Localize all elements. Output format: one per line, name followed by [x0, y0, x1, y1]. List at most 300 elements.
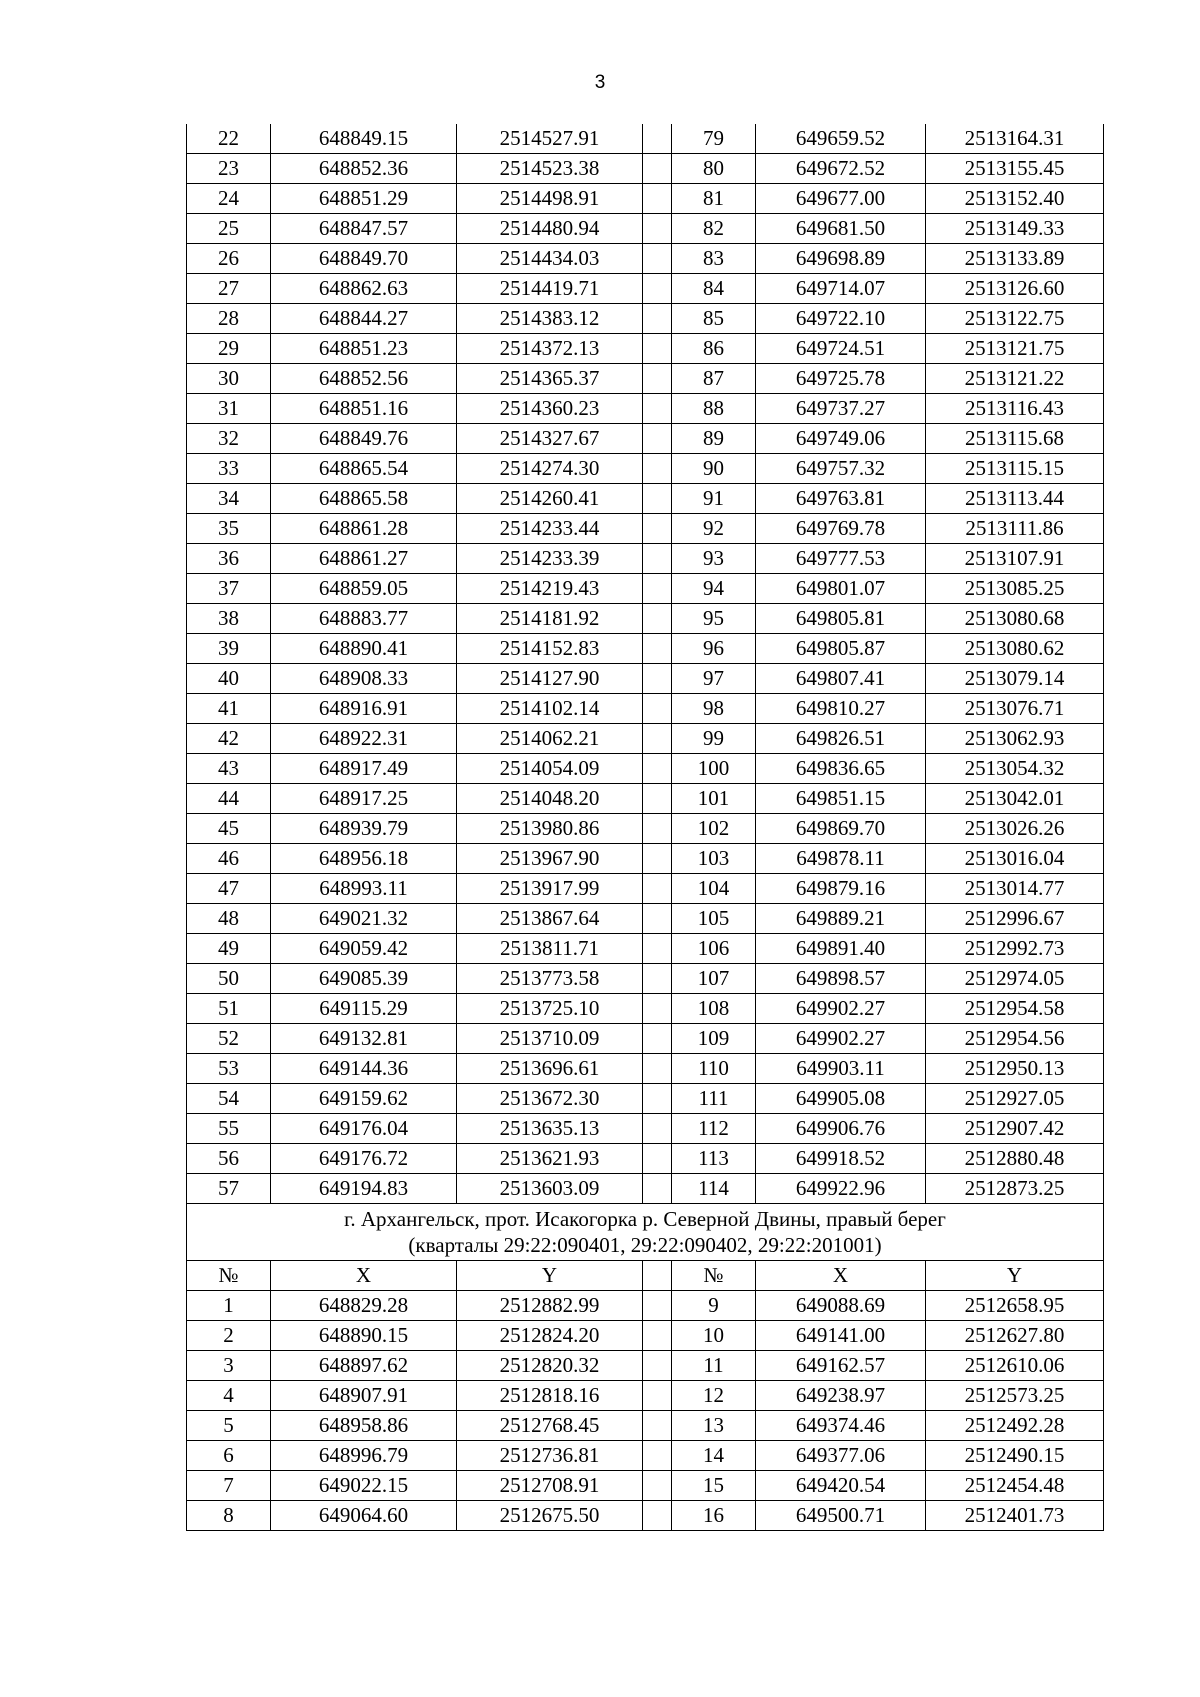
left-x-coordinate: 649115.29 [271, 994, 457, 1024]
right-y-coordinate: 2513079.14 [926, 664, 1104, 694]
right-x-coordinate: 649677.00 [756, 184, 926, 214]
right-point-number: 113 [672, 1144, 756, 1174]
header-y-left: Y [457, 1261, 643, 1291]
right-point-number: 14 [672, 1441, 756, 1471]
left-y-coordinate: 2513967.90 [457, 844, 643, 874]
right-x-coordinate: 649757.32 [756, 454, 926, 484]
coordinates-table [186, 124, 1104, 1531]
right-x-coordinate: 649826.51 [756, 724, 926, 754]
right-point-number: 87 [672, 364, 756, 394]
right-y-coordinate: 2513080.62 [926, 634, 1104, 664]
right-y-coordinate: 2513113.44 [926, 484, 1104, 514]
right-point-number: 110 [672, 1054, 756, 1084]
right-y-coordinate: 2512873.25 [926, 1174, 1104, 1204]
spacer-cell [643, 1144, 672, 1174]
section2-caption [187, 1204, 1104, 1261]
spacer-cell [643, 844, 672, 874]
spacer-cell [643, 274, 672, 304]
right-point-number: 86 [672, 334, 756, 364]
header-x-right: X [756, 1261, 926, 1291]
left-x-coordinate: 649159.62 [271, 1084, 457, 1114]
right-y-coordinate: 2513115.68 [926, 424, 1104, 454]
spacer-cell [643, 754, 672, 784]
right-point-number: 91 [672, 484, 756, 514]
right-x-coordinate: 649879.16 [756, 874, 926, 904]
left-x-coordinate: 648847.57 [271, 214, 457, 244]
left-y-coordinate: 2514274.30 [457, 454, 643, 484]
left-y-coordinate: 2514181.92 [457, 604, 643, 634]
left-x-coordinate: 648890.41 [271, 634, 457, 664]
right-y-coordinate: 2512492.28 [926, 1411, 1104, 1441]
right-y-coordinate: 2513016.04 [926, 844, 1104, 874]
right-point-number: 105 [672, 904, 756, 934]
left-x-coordinate: 649194.83 [271, 1174, 457, 1204]
section2-caption-row [187, 1204, 1104, 1261]
right-x-coordinate: 649681.50 [756, 214, 926, 244]
right-point-number: 15 [672, 1471, 756, 1501]
right-y-coordinate: 2513085.25 [926, 574, 1104, 604]
right-x-coordinate: 649918.52 [756, 1144, 926, 1174]
left-point-number: 2 [187, 1321, 271, 1351]
left-x-coordinate: 648849.15 [271, 124, 457, 154]
left-x-coordinate: 648851.23 [271, 334, 457, 364]
table-row [187, 124, 1104, 154]
table-row [187, 364, 1104, 394]
left-x-coordinate: 649085.39 [271, 964, 457, 994]
spacer-cell [643, 1411, 672, 1441]
right-y-coordinate: 2513111.86 [926, 514, 1104, 544]
spacer-cell [643, 1261, 672, 1291]
left-x-coordinate: 648958.86 [271, 1411, 457, 1441]
spacer-cell [643, 1501, 672, 1531]
right-point-number: 79 [672, 124, 756, 154]
left-point-number: 27 [187, 274, 271, 304]
spacer-cell [643, 244, 672, 274]
right-point-number: 81 [672, 184, 756, 214]
table-row [187, 1291, 1104, 1321]
left-point-number: 24 [187, 184, 271, 214]
left-x-coordinate: 648956.18 [271, 844, 457, 874]
left-x-coordinate: 648865.54 [271, 454, 457, 484]
right-x-coordinate: 649763.81 [756, 484, 926, 514]
right-x-coordinate: 649722.10 [756, 304, 926, 334]
right-point-number: 10 [672, 1321, 756, 1351]
right-point-number: 114 [672, 1174, 756, 1204]
table-row [187, 214, 1104, 244]
left-x-coordinate: 648907.91 [271, 1381, 457, 1411]
right-point-number: 93 [672, 544, 756, 574]
header-y-right: Y [926, 1261, 1104, 1291]
table-row [187, 904, 1104, 934]
left-point-number: 43 [187, 754, 271, 784]
right-y-coordinate: 2513042.01 [926, 784, 1104, 814]
table-row [187, 814, 1104, 844]
right-x-coordinate: 649878.11 [756, 844, 926, 874]
spacer-cell [643, 304, 672, 334]
right-x-coordinate: 649906.76 [756, 1114, 926, 1144]
spacer-cell [643, 694, 672, 724]
header-x-left: X [271, 1261, 457, 1291]
section1-rows [187, 124, 1104, 1204]
header-num-left: № [187, 1261, 271, 1291]
right-x-coordinate: 649141.00 [756, 1321, 926, 1351]
right-x-coordinate: 649714.07 [756, 274, 926, 304]
left-y-coordinate: 2512824.20 [457, 1321, 643, 1351]
left-y-coordinate: 2513635.13 [457, 1114, 643, 1144]
left-point-number: 33 [187, 454, 271, 484]
left-point-number: 48 [187, 904, 271, 934]
right-x-coordinate: 649659.52 [756, 124, 926, 154]
table-row [187, 334, 1104, 364]
left-x-coordinate: 648851.16 [271, 394, 457, 424]
left-y-coordinate: 2512820.32 [457, 1351, 643, 1381]
left-x-coordinate: 648829.28 [271, 1291, 457, 1321]
left-y-coordinate: 2513725.10 [457, 994, 643, 1024]
spacer-cell [643, 1291, 672, 1321]
right-x-coordinate: 649891.40 [756, 934, 926, 964]
left-y-coordinate: 2514434.03 [457, 244, 643, 274]
left-point-number: 44 [187, 784, 271, 814]
left-y-coordinate: 2512736.81 [457, 1441, 643, 1471]
left-x-coordinate: 648852.56 [271, 364, 457, 394]
spacer-cell [643, 1441, 672, 1471]
left-y-coordinate: 2513672.30 [457, 1084, 643, 1114]
left-point-number: 37 [187, 574, 271, 604]
spacer-cell [643, 724, 672, 754]
right-point-number: 89 [672, 424, 756, 454]
right-point-number: 108 [672, 994, 756, 1024]
spacer-cell [643, 934, 672, 964]
left-point-number: 5 [187, 1411, 271, 1441]
right-x-coordinate: 649851.15 [756, 784, 926, 814]
table-row [187, 1351, 1104, 1381]
right-x-coordinate: 649420.54 [756, 1471, 926, 1501]
right-x-coordinate: 649869.70 [756, 814, 926, 844]
table-row [187, 994, 1104, 1024]
table-row [187, 754, 1104, 784]
left-point-number: 22 [187, 124, 271, 154]
right-point-number: 83 [672, 244, 756, 274]
table-row [187, 544, 1104, 574]
left-x-coordinate: 648883.77 [271, 604, 457, 634]
right-x-coordinate: 649889.21 [756, 904, 926, 934]
right-y-coordinate: 2513133.89 [926, 244, 1104, 274]
left-y-coordinate: 2513811.71 [457, 934, 643, 964]
right-point-number: 94 [672, 574, 756, 604]
right-x-coordinate: 649898.57 [756, 964, 926, 994]
left-y-coordinate: 2514327.67 [457, 424, 643, 454]
right-x-coordinate: 649374.46 [756, 1411, 926, 1441]
section2-caption-line2: (кварталы 29:22:090401, 29:22:090402, 29:22:201001) [408, 1233, 882, 1257]
spacer-cell [643, 1024, 672, 1054]
table-row [187, 934, 1104, 964]
left-x-coordinate: 648844.27 [271, 304, 457, 334]
right-y-coordinate: 2512401.73 [926, 1501, 1104, 1531]
left-y-coordinate: 2513917.99 [457, 874, 643, 904]
left-x-coordinate: 649022.15 [271, 1471, 457, 1501]
table-row [187, 784, 1104, 814]
right-x-coordinate: 649905.08 [756, 1084, 926, 1114]
left-x-coordinate: 648993.11 [271, 874, 457, 904]
left-y-coordinate: 2514048.20 [457, 784, 643, 814]
left-x-coordinate: 649064.60 [271, 1501, 457, 1531]
right-y-coordinate: 2513121.22 [926, 364, 1104, 394]
right-point-number: 13 [672, 1411, 756, 1441]
left-y-coordinate: 2514365.37 [457, 364, 643, 394]
left-y-coordinate: 2512818.16 [457, 1381, 643, 1411]
table-row [187, 154, 1104, 184]
right-point-number: 95 [672, 604, 756, 634]
left-x-coordinate: 648851.29 [271, 184, 457, 214]
right-point-number: 9 [672, 1291, 756, 1321]
right-x-coordinate: 649238.97 [756, 1381, 926, 1411]
right-y-coordinate: 2512907.42 [926, 1114, 1104, 1144]
section2-rows [187, 1291, 1104, 1531]
left-point-number: 54 [187, 1084, 271, 1114]
left-x-coordinate: 648917.25 [271, 784, 457, 814]
right-y-coordinate: 2513062.93 [926, 724, 1104, 754]
left-y-coordinate: 2514054.09 [457, 754, 643, 784]
left-point-number: 34 [187, 484, 271, 514]
right-x-coordinate: 649902.27 [756, 994, 926, 1024]
left-point-number: 57 [187, 1174, 271, 1204]
spacer-cell [643, 634, 672, 664]
spacer-cell [643, 1174, 672, 1204]
section2-caption-line1: г. Архангельск, прот. Исакогорка р. Северной Двины, правый берег [344, 1207, 946, 1231]
left-point-number: 25 [187, 214, 271, 244]
spacer-cell [643, 334, 672, 364]
left-x-coordinate: 648908.33 [271, 664, 457, 694]
spacer-cell [643, 814, 672, 844]
spacer-cell [643, 904, 672, 934]
right-point-number: 96 [672, 634, 756, 664]
right-point-number: 84 [672, 274, 756, 304]
left-x-coordinate: 648852.36 [271, 154, 457, 184]
left-point-number: 8 [187, 1501, 271, 1531]
left-point-number: 53 [187, 1054, 271, 1084]
right-y-coordinate: 2513115.15 [926, 454, 1104, 484]
right-point-number: 100 [672, 754, 756, 784]
right-y-coordinate: 2512627.80 [926, 1321, 1104, 1351]
right-y-coordinate: 2512954.58 [926, 994, 1104, 1024]
section2-block [187, 1204, 1104, 1291]
left-y-coordinate: 2514523.38 [457, 154, 643, 184]
table-row [187, 394, 1104, 424]
table-row [187, 574, 1104, 604]
spacer-cell [643, 1054, 672, 1084]
right-y-coordinate: 2513155.45 [926, 154, 1104, 184]
left-point-number: 52 [187, 1024, 271, 1054]
right-y-coordinate: 2513164.31 [926, 124, 1104, 154]
left-x-coordinate: 648916.91 [271, 694, 457, 724]
table-row [187, 604, 1104, 634]
right-x-coordinate: 649737.27 [756, 394, 926, 424]
right-y-coordinate: 2513054.32 [926, 754, 1104, 784]
right-x-coordinate: 649807.41 [756, 664, 926, 694]
spacer-cell [643, 1351, 672, 1381]
spacer-cell [643, 424, 672, 454]
left-x-coordinate: 648917.49 [271, 754, 457, 784]
spacer-cell [643, 184, 672, 214]
right-x-coordinate: 649725.78 [756, 364, 926, 394]
table-row [187, 1114, 1104, 1144]
left-x-coordinate: 648922.31 [271, 724, 457, 754]
spacer-cell [643, 514, 672, 544]
spacer-cell [643, 604, 672, 634]
right-y-coordinate: 2512954.56 [926, 1024, 1104, 1054]
table-row [187, 964, 1104, 994]
right-point-number: 85 [672, 304, 756, 334]
spacer-cell [643, 1084, 672, 1114]
left-point-number: 40 [187, 664, 271, 694]
right-y-coordinate: 2512880.48 [926, 1144, 1104, 1174]
left-point-number: 47 [187, 874, 271, 904]
left-x-coordinate: 649176.04 [271, 1114, 457, 1144]
right-x-coordinate: 649724.51 [756, 334, 926, 364]
spacer-cell [643, 124, 672, 154]
left-x-coordinate: 649176.72 [271, 1144, 457, 1174]
right-x-coordinate: 649902.27 [756, 1024, 926, 1054]
right-y-coordinate: 2513149.33 [926, 214, 1104, 244]
right-x-coordinate: 649922.96 [756, 1174, 926, 1204]
left-point-number: 7 [187, 1471, 271, 1501]
right-y-coordinate: 2513026.26 [926, 814, 1104, 844]
left-y-coordinate: 2513867.64 [457, 904, 643, 934]
left-y-coordinate: 2512768.45 [457, 1411, 643, 1441]
table-row [187, 304, 1104, 334]
right-x-coordinate: 649903.11 [756, 1054, 926, 1084]
left-point-number: 41 [187, 694, 271, 724]
left-point-number: 1 [187, 1291, 271, 1321]
right-point-number: 107 [672, 964, 756, 994]
left-x-coordinate: 648996.79 [271, 1441, 457, 1471]
right-point-number: 104 [672, 874, 756, 904]
spacer-cell [643, 154, 672, 184]
left-y-coordinate: 2514498.91 [457, 184, 643, 214]
table-row [187, 184, 1104, 214]
right-point-number: 82 [672, 214, 756, 244]
left-point-number: 32 [187, 424, 271, 454]
table-row [187, 1411, 1104, 1441]
right-y-coordinate: 2513107.91 [926, 544, 1104, 574]
right-x-coordinate: 649088.69 [756, 1291, 926, 1321]
spacer-cell [643, 364, 672, 394]
right-y-coordinate: 2512996.67 [926, 904, 1104, 934]
left-y-coordinate: 2514219.43 [457, 574, 643, 604]
left-y-coordinate: 2514419.71 [457, 274, 643, 304]
left-y-coordinate: 2514372.13 [457, 334, 643, 364]
right-point-number: 102 [672, 814, 756, 844]
left-point-number: 29 [187, 334, 271, 364]
right-y-coordinate: 2513076.71 [926, 694, 1104, 724]
left-x-coordinate: 648859.05 [271, 574, 457, 604]
right-x-coordinate: 649672.52 [756, 154, 926, 184]
right-point-number: 99 [672, 724, 756, 754]
left-y-coordinate: 2514062.21 [457, 724, 643, 754]
table-row [187, 1084, 1104, 1114]
right-point-number: 92 [672, 514, 756, 544]
table-row [187, 274, 1104, 304]
right-y-coordinate: 2512950.13 [926, 1054, 1104, 1084]
right-y-coordinate: 2513126.60 [926, 274, 1104, 304]
left-y-coordinate: 2513696.61 [457, 1054, 643, 1084]
table-row [187, 724, 1104, 754]
spacer-cell [643, 874, 672, 904]
spacer-cell [643, 1471, 672, 1501]
left-y-coordinate: 2513980.86 [457, 814, 643, 844]
spacer-cell [643, 1321, 672, 1351]
left-y-coordinate: 2514260.41 [457, 484, 643, 514]
table-row [187, 694, 1104, 724]
right-x-coordinate: 649500.71 [756, 1501, 926, 1531]
left-x-coordinate: 648897.62 [271, 1351, 457, 1381]
left-y-coordinate: 2514233.39 [457, 544, 643, 574]
spacer-cell [643, 394, 672, 424]
left-point-number: 46 [187, 844, 271, 874]
table-row [187, 1054, 1104, 1084]
left-y-coordinate: 2514152.83 [457, 634, 643, 664]
left-point-number: 30 [187, 364, 271, 394]
right-point-number: 12 [672, 1381, 756, 1411]
spacer-cell [643, 994, 672, 1024]
right-x-coordinate: 649805.81 [756, 604, 926, 634]
right-point-number: 97 [672, 664, 756, 694]
page-number: 3 [594, 72, 606, 93]
left-point-number: 50 [187, 964, 271, 994]
left-point-number: 26 [187, 244, 271, 274]
left-point-number: 49 [187, 934, 271, 964]
header-num-right: № [672, 1261, 756, 1291]
spacer-cell [643, 1381, 672, 1411]
right-point-number: 11 [672, 1351, 756, 1381]
left-y-coordinate: 2514233.44 [457, 514, 643, 544]
table-row [187, 1144, 1104, 1174]
left-x-coordinate: 649021.32 [271, 904, 457, 934]
right-point-number: 106 [672, 934, 756, 964]
left-x-coordinate: 649144.36 [271, 1054, 457, 1084]
right-x-coordinate: 649805.87 [756, 634, 926, 664]
spacer-cell [643, 964, 672, 994]
left-y-coordinate: 2514383.12 [457, 304, 643, 334]
right-y-coordinate: 2512658.95 [926, 1291, 1104, 1321]
left-x-coordinate: 648939.79 [271, 814, 457, 844]
right-x-coordinate: 649749.06 [756, 424, 926, 454]
left-x-coordinate: 648849.70 [271, 244, 457, 274]
right-y-coordinate: 2512610.06 [926, 1351, 1104, 1381]
left-y-coordinate: 2513773.58 [457, 964, 643, 994]
spacer-cell [643, 544, 672, 574]
left-y-coordinate: 2514480.94 [457, 214, 643, 244]
spacer-cell [643, 574, 672, 604]
table-row [187, 1174, 1104, 1204]
left-y-coordinate: 2514360.23 [457, 394, 643, 424]
table-row [187, 1321, 1104, 1351]
spacer-cell [643, 664, 672, 694]
table-row [187, 1471, 1104, 1501]
section2-header-row [187, 1261, 1104, 1291]
spacer-cell [643, 454, 672, 484]
right-point-number: 90 [672, 454, 756, 484]
right-point-number: 88 [672, 394, 756, 424]
right-y-coordinate: 2513116.43 [926, 394, 1104, 424]
right-y-coordinate: 2513152.40 [926, 184, 1104, 214]
left-point-number: 35 [187, 514, 271, 544]
spacer-cell [643, 784, 672, 814]
left-y-coordinate: 2514127.90 [457, 664, 643, 694]
right-point-number: 111 [672, 1084, 756, 1114]
left-y-coordinate: 2513603.09 [457, 1174, 643, 1204]
left-y-coordinate: 2512708.91 [457, 1471, 643, 1501]
